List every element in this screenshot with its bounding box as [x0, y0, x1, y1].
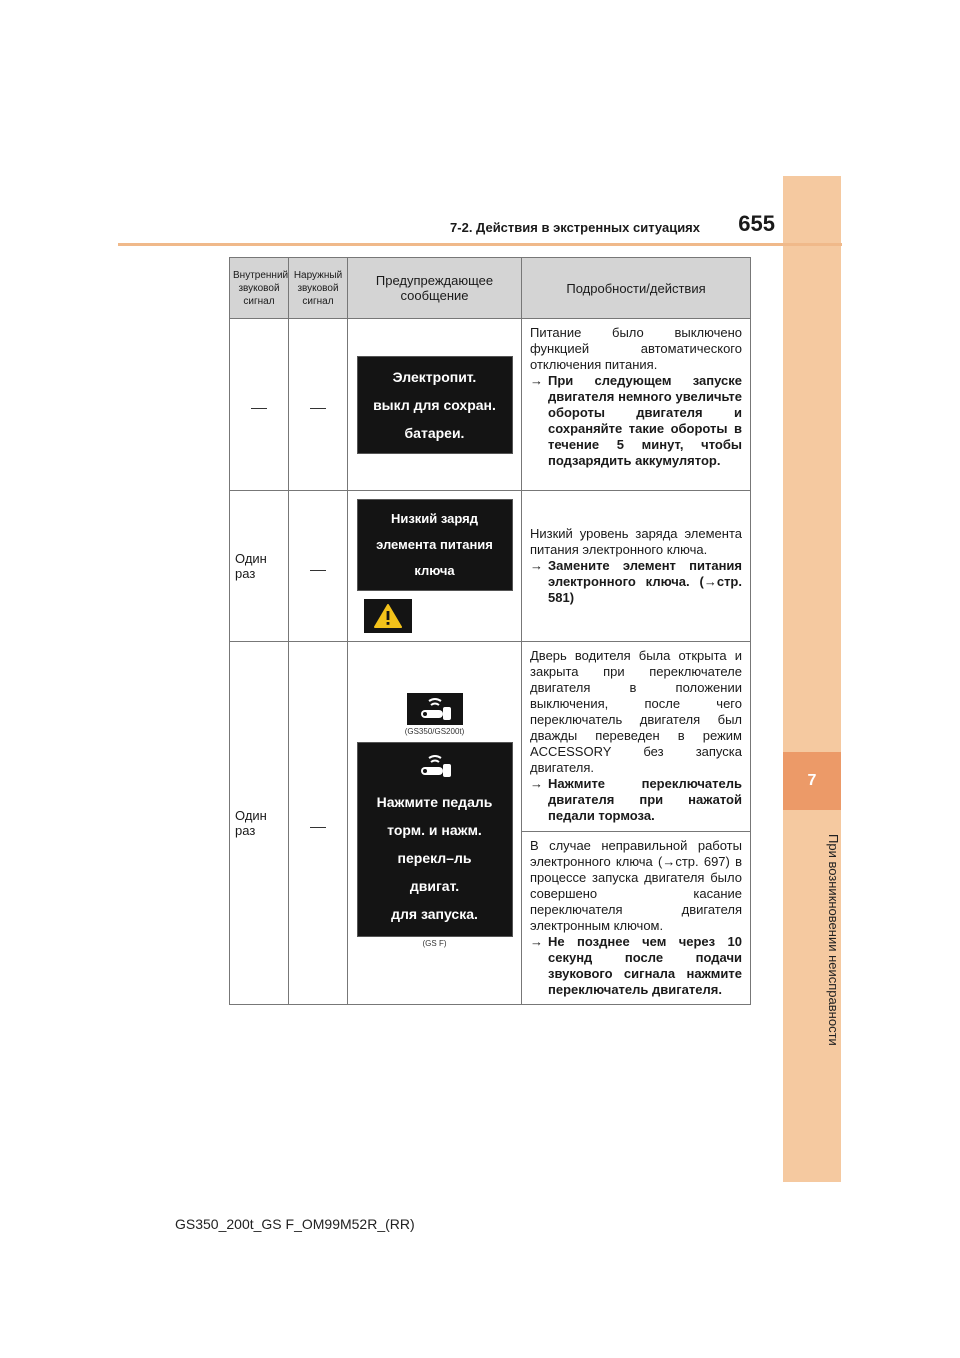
- smart-key-icon: [415, 753, 455, 779]
- warning-triangle-icon: [374, 603, 402, 629]
- arrow-icon: →: [530, 776, 543, 791]
- section-title: 7-2. Действия в экстренных ситуациях: [450, 220, 700, 235]
- external-buzzer-cell: [289, 491, 348, 642]
- header-internal-buzzer: Внутренний звуковой сигнал: [230, 258, 289, 319]
- arrow-icon: →: [530, 558, 543, 573]
- screen-line: ключа: [414, 563, 455, 578]
- table-header-row: [230, 258, 751, 319]
- table-row: [230, 491, 751, 642]
- details-cell: [522, 319, 751, 491]
- action-item: [530, 934, 742, 998]
- chapter-title: При возникновении неисправности: [826, 834, 841, 1046]
- details-cell: [522, 491, 751, 642]
- display-screen: [357, 742, 513, 937]
- screen-line: торм. и нажм.: [387, 821, 482, 838]
- action-text: Не позднее чем через 10 секунд после подачи звукового сигнала нажмите переключатель двигателя.: [548, 934, 742, 997]
- header-warning-message: Предупреждающее сообщение: [348, 258, 522, 319]
- arrow-icon: →: [530, 934, 543, 949]
- screen-line: элемента питания: [376, 537, 493, 552]
- header-external-buzzer: Наружный звуковой сигнал: [289, 258, 348, 319]
- external-buzzer-cell: [289, 642, 348, 1005]
- screen-line: перекл–ль: [397, 849, 472, 866]
- dash-mark: [310, 408, 326, 409]
- display-screen: [357, 499, 513, 591]
- header-details: Подробности/действия: [522, 258, 751, 319]
- detail-text: В случае неправильной работы электронного ключа (→стр. 697) в процессе запуска двигателя было совершено касание переключателя двигателя электронным ключом.: [530, 838, 742, 933]
- action-text: Нажмите переключатель двигателя при нажатой педали тормоза.: [548, 776, 742, 823]
- internal-buzzer-cell: Один раз: [230, 491, 289, 642]
- chapter-number: 7: [807, 772, 817, 789]
- model-label: (GS350/GS200t): [404, 726, 465, 736]
- external-buzzer-cell: [289, 319, 348, 491]
- internal-buzzer-cell: [230, 319, 289, 491]
- dash-mark: [251, 408, 267, 409]
- screen-line: батареи.: [404, 424, 465, 441]
- screen-line: Низкий заряд: [390, 511, 479, 526]
- action-text: При следующем запуске двигателя немного увеличьте обороты двигателя и сохраняйте такие обороты в течение 5 минут, чтобы подзарядить аккумулятор.: [548, 373, 742, 468]
- details-cell: [522, 832, 751, 1005]
- message-cell: [348, 491, 522, 642]
- table-row: [230, 319, 751, 491]
- action-item: [530, 776, 742, 824]
- message-cell: [348, 319, 522, 491]
- document-code: GS350_200t_GS F_OM99M52R_(RR): [175, 1216, 415, 1232]
- smart-key-icon: [415, 696, 455, 722]
- warning-indicator: [364, 599, 412, 633]
- action-item: [530, 558, 742, 606]
- arrow-icon: →: [530, 373, 543, 388]
- screen-line: двигат.: [409, 877, 460, 894]
- dash-mark: [310, 570, 326, 571]
- screen-line: для запуска.: [391, 905, 478, 922]
- internal-buzzer-cell: Один раз: [230, 642, 289, 1005]
- page-number: 655: [738, 211, 775, 236]
- warning-table: [229, 257, 751, 1005]
- detail-text: Низкий уровень заряда элемента питания электронного ключа.: [530, 526, 742, 557]
- detail-text: Дверь водителя была открыта и закрыта при переключателе двигателя в положении выключения, после чего переключатель двигателя был дважды переведен в режим ACCESSORY без запуска двигателя.: [530, 648, 742, 775]
- screen-line: Электропит.: [392, 368, 477, 385]
- action-item: [530, 373, 742, 469]
- screen-line: выкл для сохран.: [373, 396, 496, 413]
- display-screen: [357, 356, 513, 454]
- dash-mark: [310, 827, 326, 828]
- action-text: Замените элемент питания электронного ключа. (→стр. 581): [548, 558, 742, 605]
- model-label: (GS F): [422, 938, 447, 948]
- chapter-tab: [783, 752, 841, 810]
- details-cell: [522, 642, 751, 832]
- detail-text: Питание было выключено функцией автоматического отключения питания.: [530, 325, 742, 372]
- message-cell: [348, 642, 522, 1005]
- table-row: [230, 642, 751, 832]
- key-indicator: [407, 693, 463, 725]
- header-rule: [118, 243, 842, 246]
- screen-line: Нажмите педаль: [376, 793, 493, 810]
